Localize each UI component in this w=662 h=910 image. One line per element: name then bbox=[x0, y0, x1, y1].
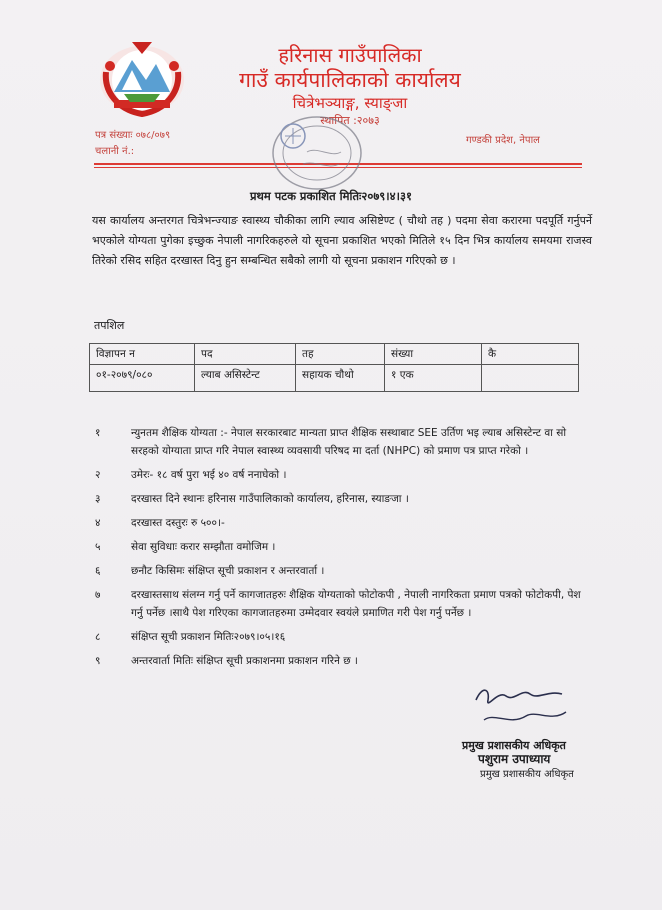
list-item bbox=[95, 538, 595, 556]
item-number: ४ bbox=[95, 517, 101, 529]
item-text: दरखास्त दिने स्थानः हरिनास गाउँपालिकाको कार्यालय, हरिनास, स्याङजा । bbox=[131, 493, 409, 505]
item-text: अन्तरवार्ता मितिः संक्षिप्त सूची प्रकाशनमा प्रकाशन गरिने छ । bbox=[131, 655, 358, 667]
letter-number: पत्र संख्याः ०७८/०७९ bbox=[95, 130, 171, 141]
list-item bbox=[95, 628, 595, 646]
header-cell-level: तह bbox=[296, 344, 385, 365]
office-address: चित्रेभञ्याङ्ग, स्याङ्जा bbox=[292, 94, 408, 112]
signatory-role: प्रमुख प्रशासकीय अधिकृत bbox=[480, 769, 574, 780]
notice-intro-paragraph: यस कार्यालय अन्तरगत चित्रेभन्ज्याङ स्वास्थ्य चौकीका लागि ल्याव असिष्टेण्ट ( चौथो तह ) पदमा सेवा करारमा पदपूर्ति गर्नुपर्ने भएकोले योग्यता पुगेका इच्छुक नेपाली नागरिकहरुले यो सूचना प्रकाशित भएको मितिले १५ दिन भित्र कार्यालय समयमा राजस्व तिरेको रसिद सहित दरखास्त दिनु हुन सम्बन्धित सबैको लागी यो सूचना प्रकाशन गरिएको छ । bbox=[92, 214, 592, 267]
office-seal-stamp-icon bbox=[267, 112, 367, 194]
header-cell-count: संख्या bbox=[385, 344, 482, 365]
province-label: गण्डकी प्रदेश, नेपाल bbox=[466, 135, 540, 146]
list-item bbox=[95, 466, 595, 484]
list-item bbox=[95, 490, 595, 508]
cell-count: १ एक bbox=[385, 365, 482, 392]
item-number: ७ bbox=[95, 589, 101, 601]
table-row bbox=[90, 365, 579, 392]
table-header-row bbox=[90, 344, 579, 365]
cell-remarks bbox=[482, 365, 579, 392]
dispatch-number: चलानी नं.: bbox=[95, 146, 135, 157]
cell-ad-no: ०१-२०७९/०८० bbox=[90, 365, 195, 392]
office-name: गाउँ कार्यपालिकाको कार्यालय bbox=[239, 68, 461, 92]
header-cell-ad-no: विज्ञापन न bbox=[90, 344, 195, 365]
details-label: तपशिल bbox=[94, 319, 125, 332]
item-text: न्युनतम शैक्षिक योग्यता :- नेपाल सरकारबाट मान्यता प्राप्त शैक्षिक सस्थाबाट SEE उर्तिण भइ ल्याब असिस्टेन्ट वा सो सरहको योग्याता प्राप्त गरि नेपाल स्वास्थ्य व्यवसायी परिषद मा दर्ता (NHPC) को प्रमाण पत्र प्राप्त गरेको । bbox=[131, 427, 567, 457]
list-item bbox=[95, 562, 595, 580]
item-text: सेवा सुविधाः करार सम्झौता वमोजिम । bbox=[131, 541, 276, 553]
item-number: ९ bbox=[95, 655, 101, 667]
item-text: दरखास्तसाथ संलग्न गर्नु पर्ने कागजातहरुः शैक्षिक योग्यताको फोटोकपी , नेपाली नागरिकता प्रमाण पत्रको फोटोकपी, पेश गर्नु पर्नेछ ।साथै पेश गरिएका कागजातहरुमा उम्मेदवार स्वयंले प्रमाणित गरी पेश गर्नु पर्नेछ । bbox=[131, 589, 581, 619]
item-text: छनौट किसिमः संक्षिप्त सूची प्रकाशन र अन्तरवार्ता । bbox=[131, 565, 325, 577]
cell-level: सहायक चौथो bbox=[296, 365, 385, 392]
item-number: ३ bbox=[95, 493, 101, 505]
item-number: २ bbox=[95, 469, 101, 481]
header-cell-post: पद bbox=[195, 344, 296, 365]
requirements-list bbox=[95, 424, 595, 676]
header-cell-remarks: कै bbox=[482, 344, 579, 365]
vacancy-table bbox=[89, 343, 579, 392]
handwritten-signature-icon bbox=[470, 682, 580, 734]
cell-post: ल्याब असिस्टेन्ट bbox=[195, 365, 296, 392]
publish-date-title: प्रथम पटक प्रकाशित मितिः२०७९।४।३१ bbox=[250, 189, 412, 203]
item-number: ८ bbox=[95, 631, 101, 643]
item-text: संक्षिप्त सूची प्रकाशन मितिः२०७९।०५।१६ bbox=[131, 631, 286, 643]
established-year: स्थापित :२०७३ bbox=[320, 114, 380, 127]
signatory-role-top: प्रमुख प्रशासकीय अधिकृत bbox=[462, 739, 566, 752]
item-number: ५ bbox=[95, 541, 101, 553]
item-number: ६ bbox=[95, 565, 101, 577]
list-item bbox=[95, 514, 595, 532]
municipality-name: हरिनास गाउँपालिका bbox=[278, 43, 422, 67]
list-item bbox=[95, 652, 461, 670]
item-number: १ bbox=[95, 427, 101, 439]
item-text: दरखास्त दस्तुरः रु ५००।- bbox=[131, 517, 225, 529]
list-item bbox=[95, 424, 595, 460]
signatory-name: पशुराम उपाध्याय bbox=[478, 752, 551, 766]
list-item bbox=[95, 586, 595, 622]
item-text: उमेरः- १८ वर्ष पुरा भई ४० वर्ष ननाघेको । bbox=[131, 469, 287, 481]
nepal-emblem-icon bbox=[94, 40, 190, 122]
